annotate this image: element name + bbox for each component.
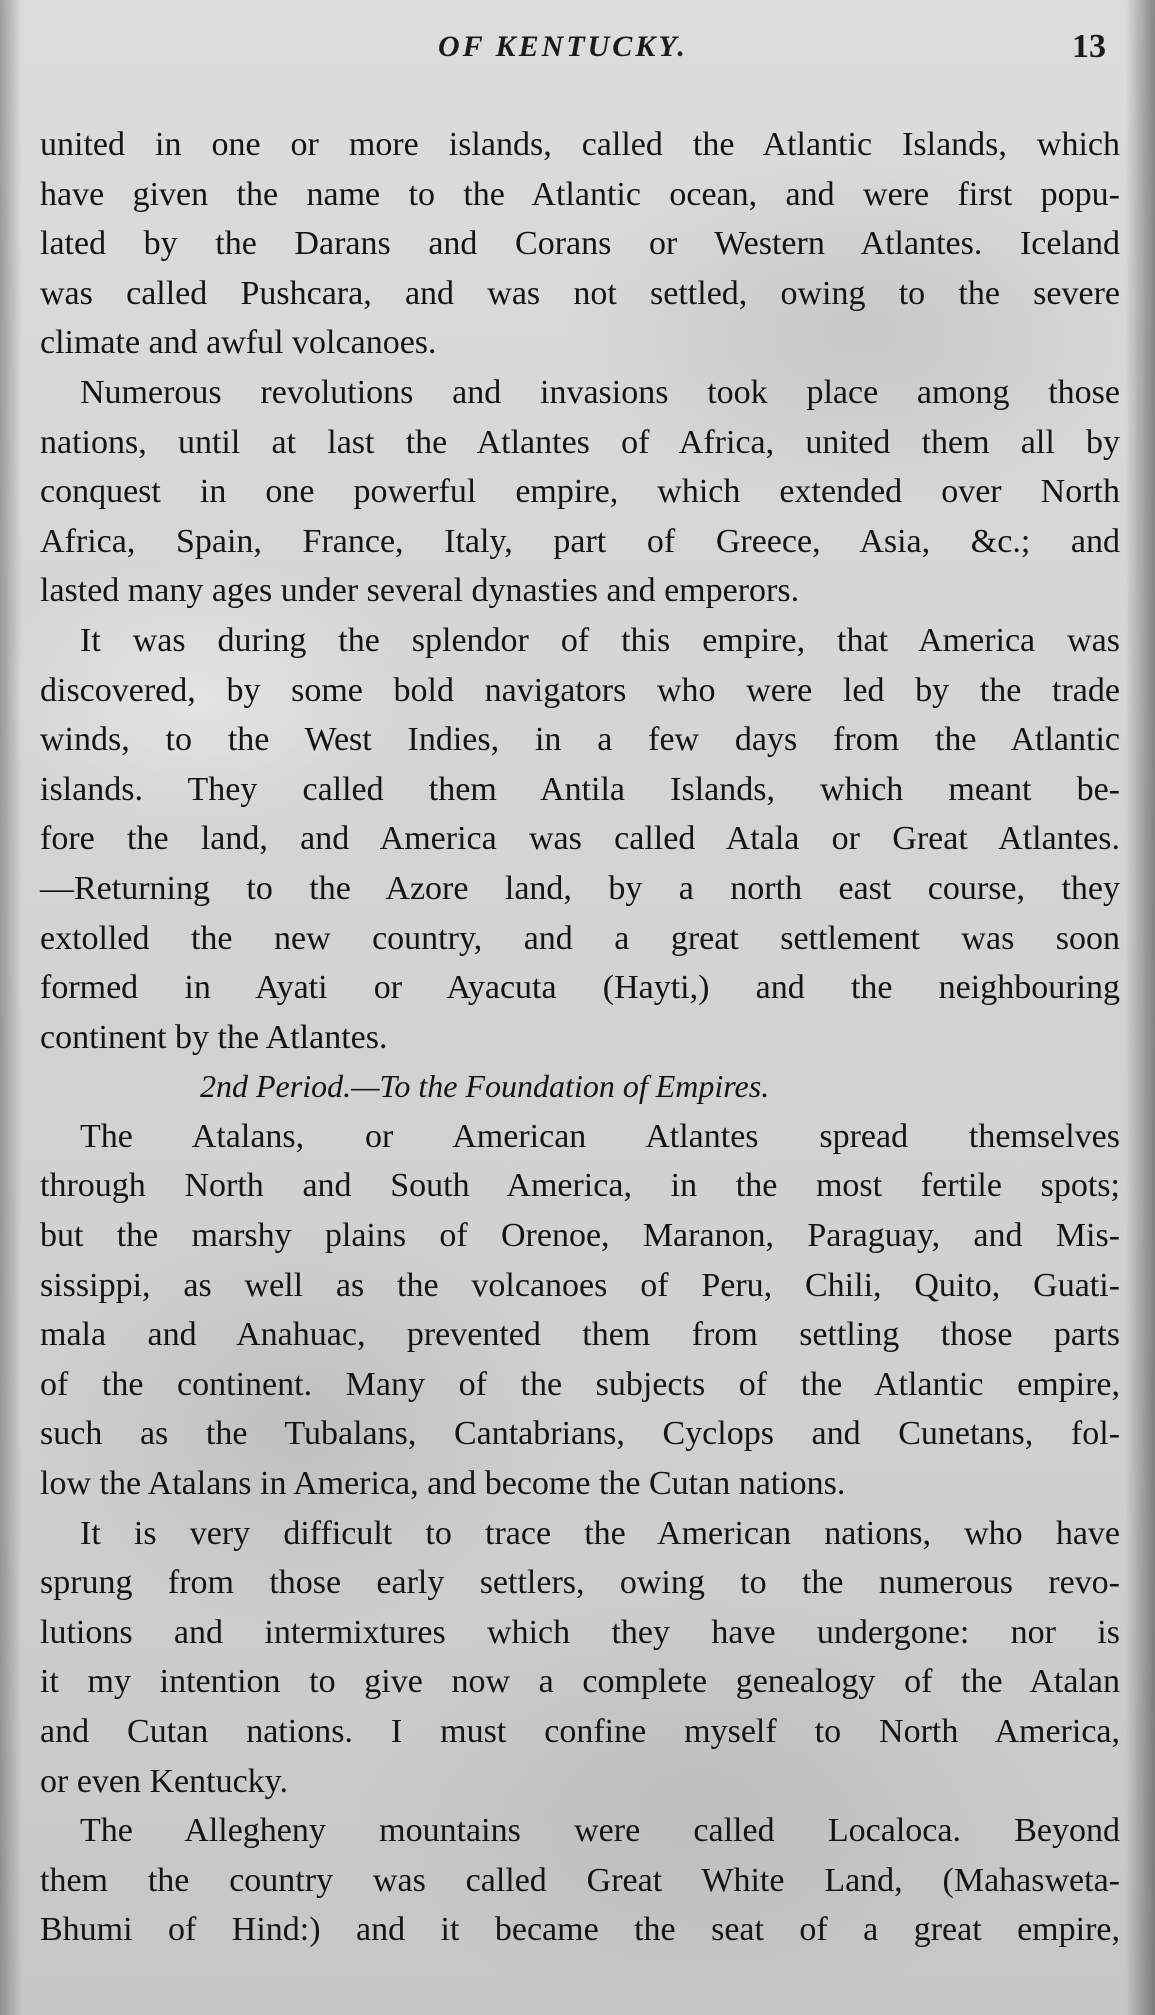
text-line: through North and South America, in the most fertile spots;	[40, 1167, 1120, 1205]
text-line: —Returning to the Azore land, by a north east course, they	[40, 869, 1120, 907]
text-line: sissippi, as well as the volcanoes of Peru, Chili, Quito, Guati-	[40, 1266, 1120, 1304]
text-line: formed in Ayati or Ayacuta (Hayti,) and the neighbouring	[40, 969, 1120, 1007]
text-line: islands. They called them Antila Islands, which meant be-	[40, 770, 1120, 808]
text-line: It is very difficult to trace the American nations, who have	[80, 1514, 1120, 1552]
text-line: lutions and intermixtures which they have undergone: nor is	[40, 1613, 1120, 1651]
text-line: nations, until at last the Atlantes of Africa, united them all by	[40, 423, 1120, 461]
text-line: them the country was called Great White Land, (Mahasweta-	[40, 1861, 1120, 1899]
text-line: or even Kentucky.	[40, 1762, 288, 1800]
section-heading: 2nd Period.—To the Foundation of Empires.	[200, 1068, 770, 1105]
text-line: have given the name to the Atlantic ocean, and were first popu-	[40, 175, 1120, 213]
page-shadow-right	[1125, 0, 1155, 2015]
text-line: sprung from those early settlers, owing to the numerous revo-	[40, 1564, 1120, 1602]
text-line: of the continent. Many of the subjects of the Atlantic empire,	[40, 1365, 1120, 1403]
text-line: mala and Anahuac, prevented them from settling those parts	[40, 1316, 1120, 1354]
running-title: OF KENTUCKY.	[438, 30, 688, 63]
text-line: and Cutan nations. I must confine myself to North America,	[40, 1713, 1120, 1750]
text-line: it my intention to give now a complete genealogy of the Atalan	[40, 1663, 1120, 1701]
text-line: fore the land, and America was called Atala or Great Atlantes.	[40, 820, 1120, 858]
text-line: discovered, by some bold navigators who were led by the trade	[40, 671, 1120, 709]
text-line: The Allegheny mountains were called Localoca. Beyond	[80, 1812, 1120, 1850]
text-line: continent by the Atlantes.	[40, 1018, 388, 1056]
running-head	[0, 30, 1155, 78]
text-line: such as the Tubalans, Cantabrians, Cyclops and Cunetans, fol-	[40, 1415, 1120, 1453]
text-line: The Atalans, or American Atlantes spread themselves	[80, 1117, 1120, 1155]
text-line: was called Pushcara, and was not settled, owing to the severe	[40, 274, 1120, 312]
body-text	[40, 120, 1120, 1955]
text-line: but the marshy plains of Orenoe, Maranon, Paraguay, and Mis-	[40, 1217, 1120, 1255]
text-line: low the Atalans in America, and become the Cutan nations.	[40, 1465, 846, 1503]
page-number: 13	[1072, 28, 1106, 65]
text-line: conquest in one powerful empire, which extended over North	[40, 473, 1120, 511]
text-line: united in one or more islands, called the Atlantic Islands, which	[40, 126, 1120, 163]
text-line: climate and awful volcanoes.	[40, 324, 437, 362]
text-line: Bhumi of Hind:) and it became the seat of a great empire,	[40, 1911, 1120, 1949]
text-line: winds, to the West Indies, in a few days from the Atlantic	[40, 721, 1120, 759]
text-line: lated by the Darans and Corans or Western Atlantes. Iceland	[40, 225, 1120, 263]
text-line: Numerous revolutions and invasions took place among those	[80, 373, 1120, 411]
page-shadow-left	[0, 0, 22, 2015]
text-line: lasted many ages under several dynasties and emperors.	[40, 572, 800, 610]
text-line: Africa, Spain, France, Italy, part of Greece, Asia, &c.; and	[40, 522, 1120, 560]
text-line: It was during the splendor of this empire, that America was	[80, 621, 1120, 659]
text-line: extolled the new country, and a great settlement was soon	[40, 919, 1120, 957]
